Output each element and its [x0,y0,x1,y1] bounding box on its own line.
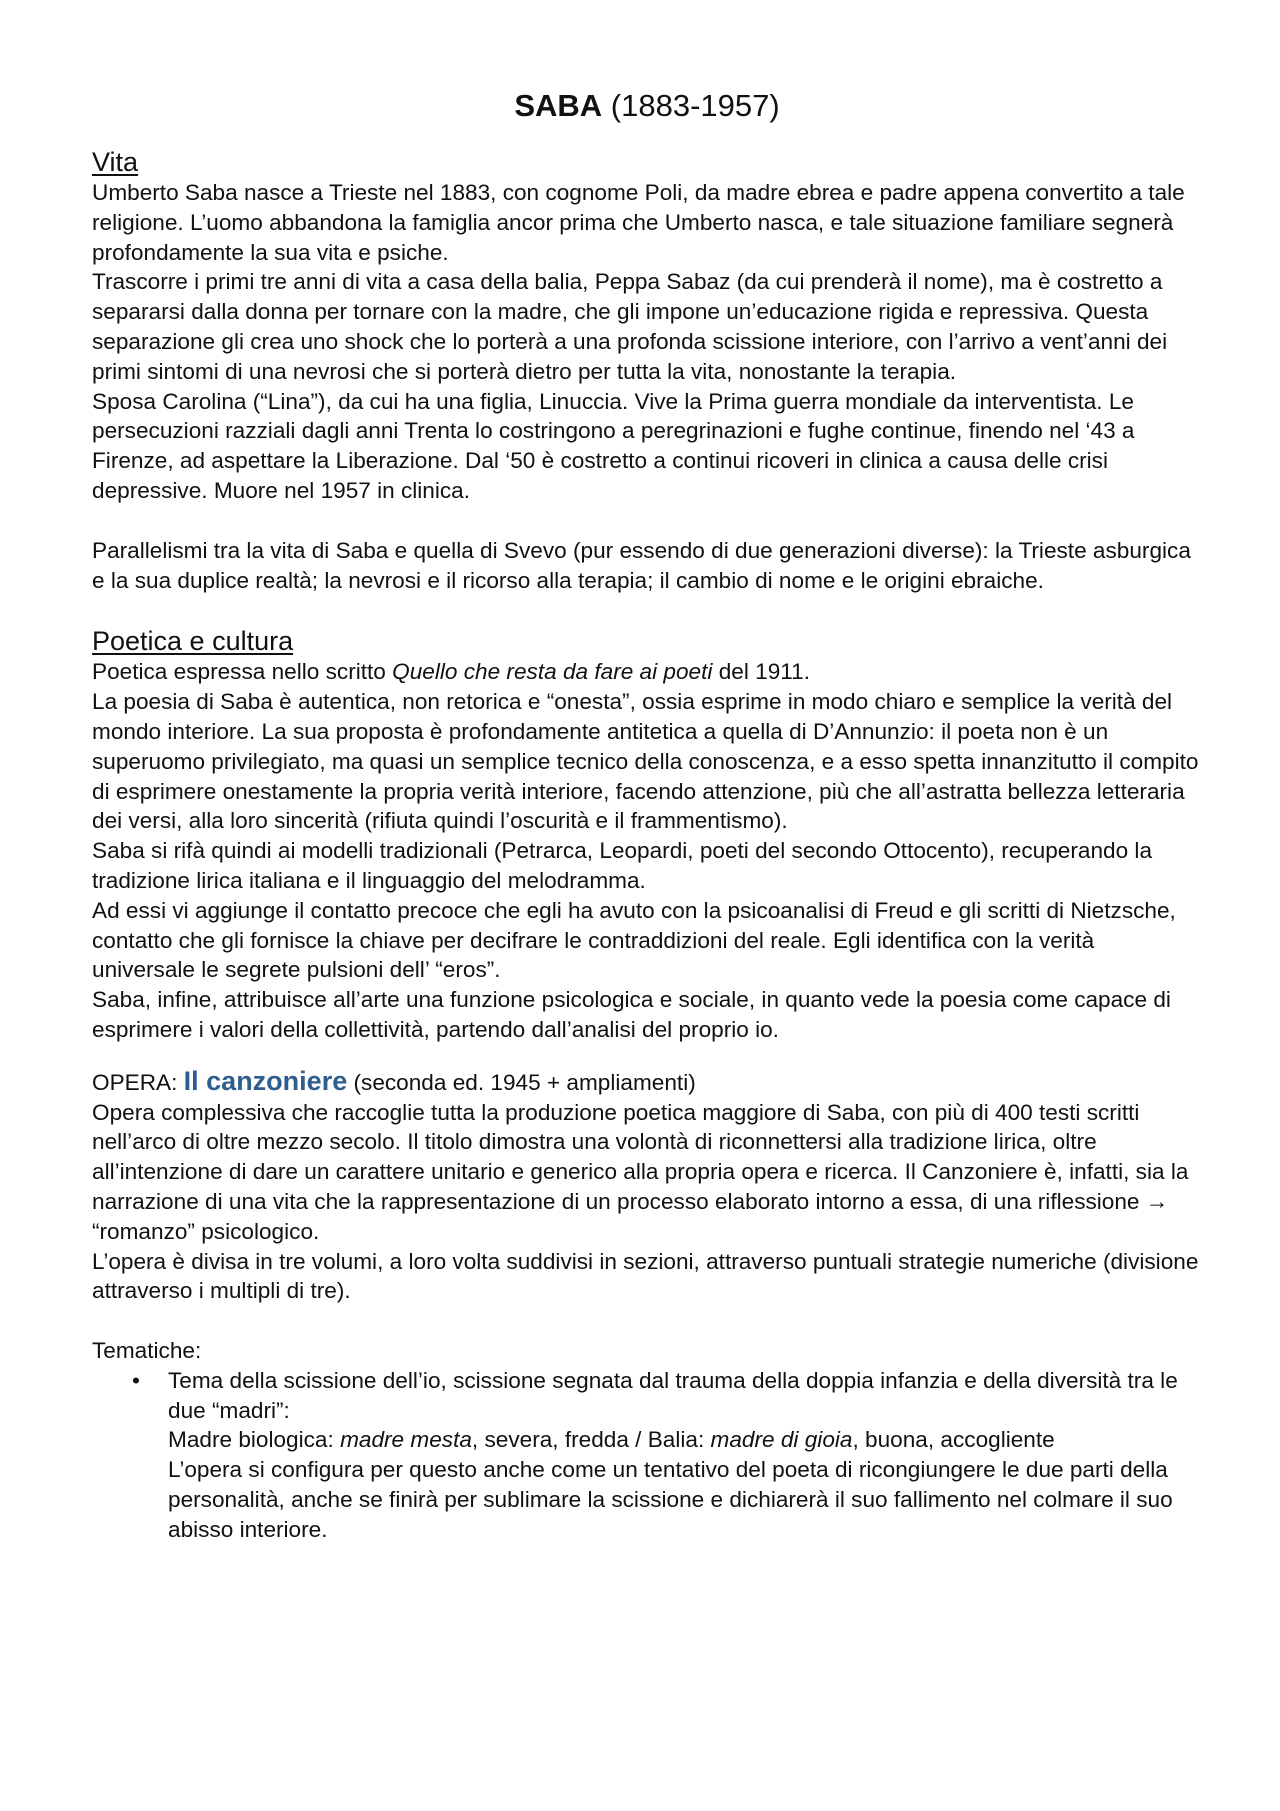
poetica-paragraph-4: Ad essi vi aggiunge il contatto precoce che egli ha avuto con la psicoanalisi di Freud e gli scritti di Nietzsche, contatto che gli fornisce la chiave per decifrare le contraddizioni del reale. Egli identifica con la verità universale le segrete pulsioni dell’ “eros”. [92,897,1176,983]
vita-paragraph-4: Parallelismi tra la vita di Saba e quella di Svevo (pur essendo di due generazioni diverse): la Trieste asburgica e la sua duplice realtà; la nevrosi e il ricorso alla terapia; il cambio di nome e le origini ebraiche. [92,537,1191,593]
vita-paragraph-2: Trascorre i primi tre anni di vita a casa della balia, Peppa Sabaz (da cui prenderà il nome), ma è costretto a separarsi dalla donna per tornare con la madre, che gli impone un’educazione rigida e repressiva. Questa separazione gli crea uno shock che lo porterà a una profonda scissione interiore, con l’arrivo a vent’anni dei primi sintomi di una nevrosi che si porterà dietro per tutta la vita, nonostante la terapia. [92,269,1168,384]
spacer [92,506,1202,536]
balia-traits: , buona, accogliente [852,1427,1055,1453]
tematiche-list [92,1366,1202,1545]
spacer [92,1045,1202,1067]
poetica-paragraph-3: Saba si rifà quindi ai modelli tradizionali (Petrarca, Leopardi, poeti del secondo Ottocento), recuperando la tradizione lirica italiana e il linguaggio del melodramma. [92,838,1153,893]
spacer [92,595,1202,625]
list-item [132,1366,1202,1545]
document-title [92,86,1202,126]
vita-paragraph-1: Umberto Saba nasce a Trieste nel 1883, con cognome Poli, da madre ebrea e padre appena convertito a tale religione. L’uomo abbandona la famiglia ancor prima che Umberto nasca, e tale situazione familiare segnerà profondamente la sua vita e psiche. [92,180,1185,265]
title-dates: (1883-1957) [610,88,780,123]
document-page [92,86,1202,1545]
opera-label: OPERA: [92,1069,184,1095]
title-name: SABA [514,88,603,123]
opera-paragraph-1: Opera complessiva che raccoglie tutta la produzione poetica maggiore di Saba, con più di 400 testi scritti nell’arco di oltre mezzo secolo. Il titolo dimostra una volontà di riconnettersi alla tradizione lirica, oltre all’intenzione di dare un carattere unitario e generico alla propria opera e ricerca. Il Canzoniere è, infatti, sia la narrazione di una vita che la rappresentazione di un processo elaborato intorno a essa, di una riflessione → “romanzo” psicologico. [92,1099,1189,1244]
opera-heading [92,1067,1202,1098]
section-heading-vita: Vita [92,147,139,177]
poetica-paragraph-2: La poesia di Saba è autentica, non retorica e “onesta”, ossia esprime in modo chiaro e semplice la verità del mondo interiore. La sua proposta è profondamente antitetica a quella di D’Annunzio: il poeta non è un superuomo privilegiato, ma quasi un semplice tecnico della conoscenza, e a esso spetta innanzitutto il compito di esprimere onestamente la propria verità interiore, facendo attenzione, più che all’astratta bellezza letteraria dei versi, alla loro sincerità (rifiuta quindi l’oscurità e il frammentismo). [92,689,1199,834]
spacer [92,1306,1202,1336]
section-heading-poetica: Poetica e cultura [92,626,294,657]
poetica-p1-post: del 1911. [712,659,810,685]
tematiche-item-line-1: Tema della scissione dell’io, scissione segnata dal trauma della doppia infanzia e della diversità tra le due “madri”: [168,1367,1178,1423]
madre-mesta-italic: madre mesta [340,1427,472,1453]
poetica-paragraph-5: Saba, infine, attribuisce all’arte una funzione psicologica e sociale, in quanto vede la poesia come capace di esprimere i valori della collettività, partendo dall’analisi del proprio io. [92,987,1171,1042]
poetica-paragraph-1 [92,657,1202,687]
madre-di-gioia-italic: madre di gioia [710,1427,853,1453]
vita-paragraph-3: Sposa Carolina (“Lina”), da cui ha una figlia, Linuccia. Vive la Prima guerra mondiale da interventista. Le persecuzioni razziali dagli anni Trenta lo costringono a peregrinazioni e fughe continue, finendo nel ‘43 a Firenze, ad aspettare la Liberazione. Dal ‘50 è costretto a continui ricoveri in clinica a causa delle crisi depressive. Muore nel 1957 in clinica. [92,388,1135,503]
tematiche-label: Tematiche: [92,1338,202,1364]
balia-label: , severa, fredda / Balia: [471,1427,711,1453]
work-title-italic: Quello che resta da fare ai poeti [392,659,713,685]
opera-edition: (seconda ed. 1945 + ampliamenti) [347,1069,696,1095]
opera-paragraph-2: L’opera è divisa in tre volumi, a loro volta suddivisi in sezioni, attraverso puntuali strategie numeriche (divisione attraverso i multipli di tre). [92,1248,1199,1304]
madre-biologica-label: Madre biologica: [168,1427,341,1453]
poetica-p1-pre: Poetica espressa nello scritto [92,659,393,685]
bullet-icon: • [132,1367,140,1393]
tematiche-item-line-2 [168,1425,1202,1455]
opera-title: Il canzoniere [183,1065,348,1096]
tematiche-item-line-3: L’opera si configura per questo anche come un tentativo del poeta di ricongiungere le due parti della personalità, anche se finirà per sublimare la scissione e dichiarerà il suo fallimento nel colmare il suo abisso interiore. [168,1457,1173,1542]
